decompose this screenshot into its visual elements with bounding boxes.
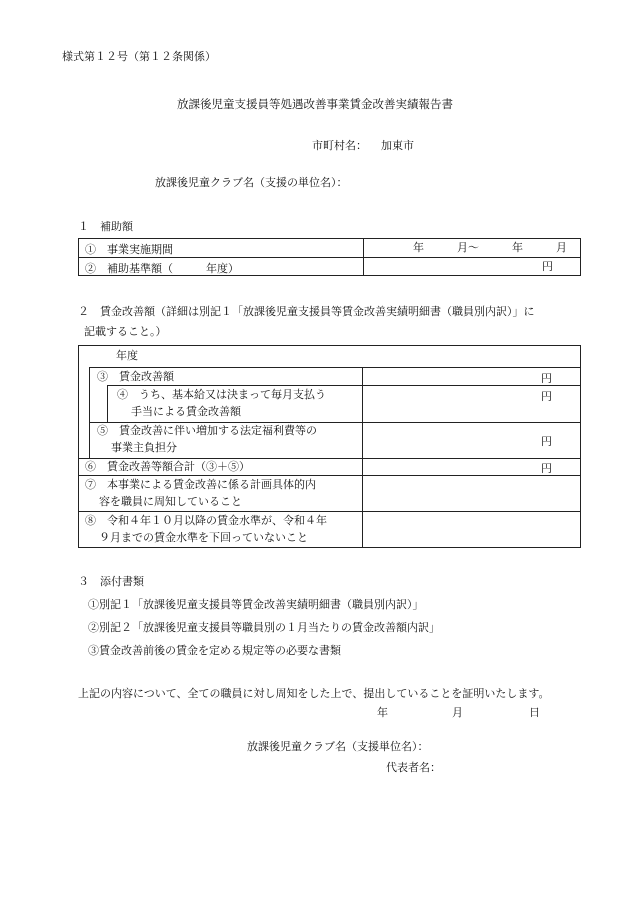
item4-label-line1: ④ うち、基本給又は決まって毎月支払う: [117, 388, 326, 401]
item6-label: ⑥ 賃金改善等額合計（③＋⑤）: [85, 460, 250, 473]
wage-improvement-table: [78, 345, 581, 548]
section2-heading-line2: 記載すること。）: [84, 325, 167, 338]
year-label: 年度: [116, 349, 138, 362]
item4-label-line2: 手当による賃金改善額: [131, 405, 241, 418]
signature-club-label: 放課後児童クラブ名（支援単位名）：: [247, 740, 429, 753]
section1-heading: １ 補助額: [78, 220, 133, 233]
yen-unit: 円: [541, 390, 552, 403]
item8-label-line2: ９月までの賃金水準を下回っていないこと: [99, 531, 308, 544]
row-divider: [79, 475, 580, 476]
section2-heading-line1: ２ 賃金改善額（詳細は別記１「放課後児童支援員等賃金改善実績明細書（職員別内訳）」に: [78, 305, 535, 318]
item5-label-line1: ⑤ 賃金改善に伴い増加する法定福利費等の: [97, 424, 317, 437]
attachment-item: ②別記２「放課後児童支援員等職員別の１月当たりの賃金改善額内訳」: [88, 621, 440, 634]
certification-text: 上記の内容について、全ての職員に対し周知をした上で、提出していることを証明いたします。: [78, 687, 550, 700]
row-divider: [79, 511, 580, 512]
form-number: 様式第１２号（第１２条関係）: [62, 50, 216, 63]
row-divider: [79, 458, 580, 459]
item8-label-line1: ⑧ 令和４年１０月以降の賃金水準が、令和４年: [85, 514, 327, 527]
date-year: 年: [377, 706, 388, 719]
club-name-label: 放課後児童クラブ名（支援の単位名）：: [155, 176, 348, 189]
table-row: [79, 239, 580, 257]
attachment-item: ①別記１「放課後児童支援員等賃金改善実績明細書（職員別内訳）」: [88, 598, 424, 611]
yen-unit: 円: [541, 372, 552, 385]
municipality: [312, 139, 414, 153]
nested-border: [107, 385, 108, 422]
item7-label-line1: ⑦ 本事業による賃金改善に係る計画具体的内: [85, 478, 316, 491]
subsidy-table: [78, 238, 581, 276]
item5-label-line2: 事業主負担分: [111, 441, 177, 454]
date-day: 日: [529, 706, 540, 719]
row-divider: [89, 367, 580, 368]
yen-unit: 円: [541, 462, 552, 475]
yen-unit: 円: [542, 260, 553, 273]
attachment-item: ③賃金改善前後の賃金を定める規定等の必要な書類: [88, 644, 341, 657]
municipality-label: 市町村名：: [312, 139, 367, 152]
row-divider: [89, 422, 580, 423]
item3-label: ③ 賃金改善額: [97, 370, 174, 383]
table-row: [79, 257, 580, 276]
item7-label-line2: 容を職員に周知していること: [99, 495, 242, 508]
period-value: 年 月～ 年 月: [413, 241, 567, 254]
inner-border: [89, 367, 90, 458]
signature-representative-label: 代表者名：: [386, 761, 441, 774]
yen-unit: 円: [541, 435, 552, 448]
base-amount-label: ② 補助基準額（ 年度）: [85, 262, 239, 275]
section3-heading: ３ 添付書類: [78, 575, 144, 588]
date-month: 月: [452, 706, 463, 719]
row-divider: [107, 385, 580, 386]
period-label: ① 事業実施期間: [85, 243, 173, 256]
document-title: 放課後児童支援員等処遇改善事業賃金改善実績報告書: [177, 97, 453, 111]
municipality-value: 加東市: [381, 139, 414, 152]
